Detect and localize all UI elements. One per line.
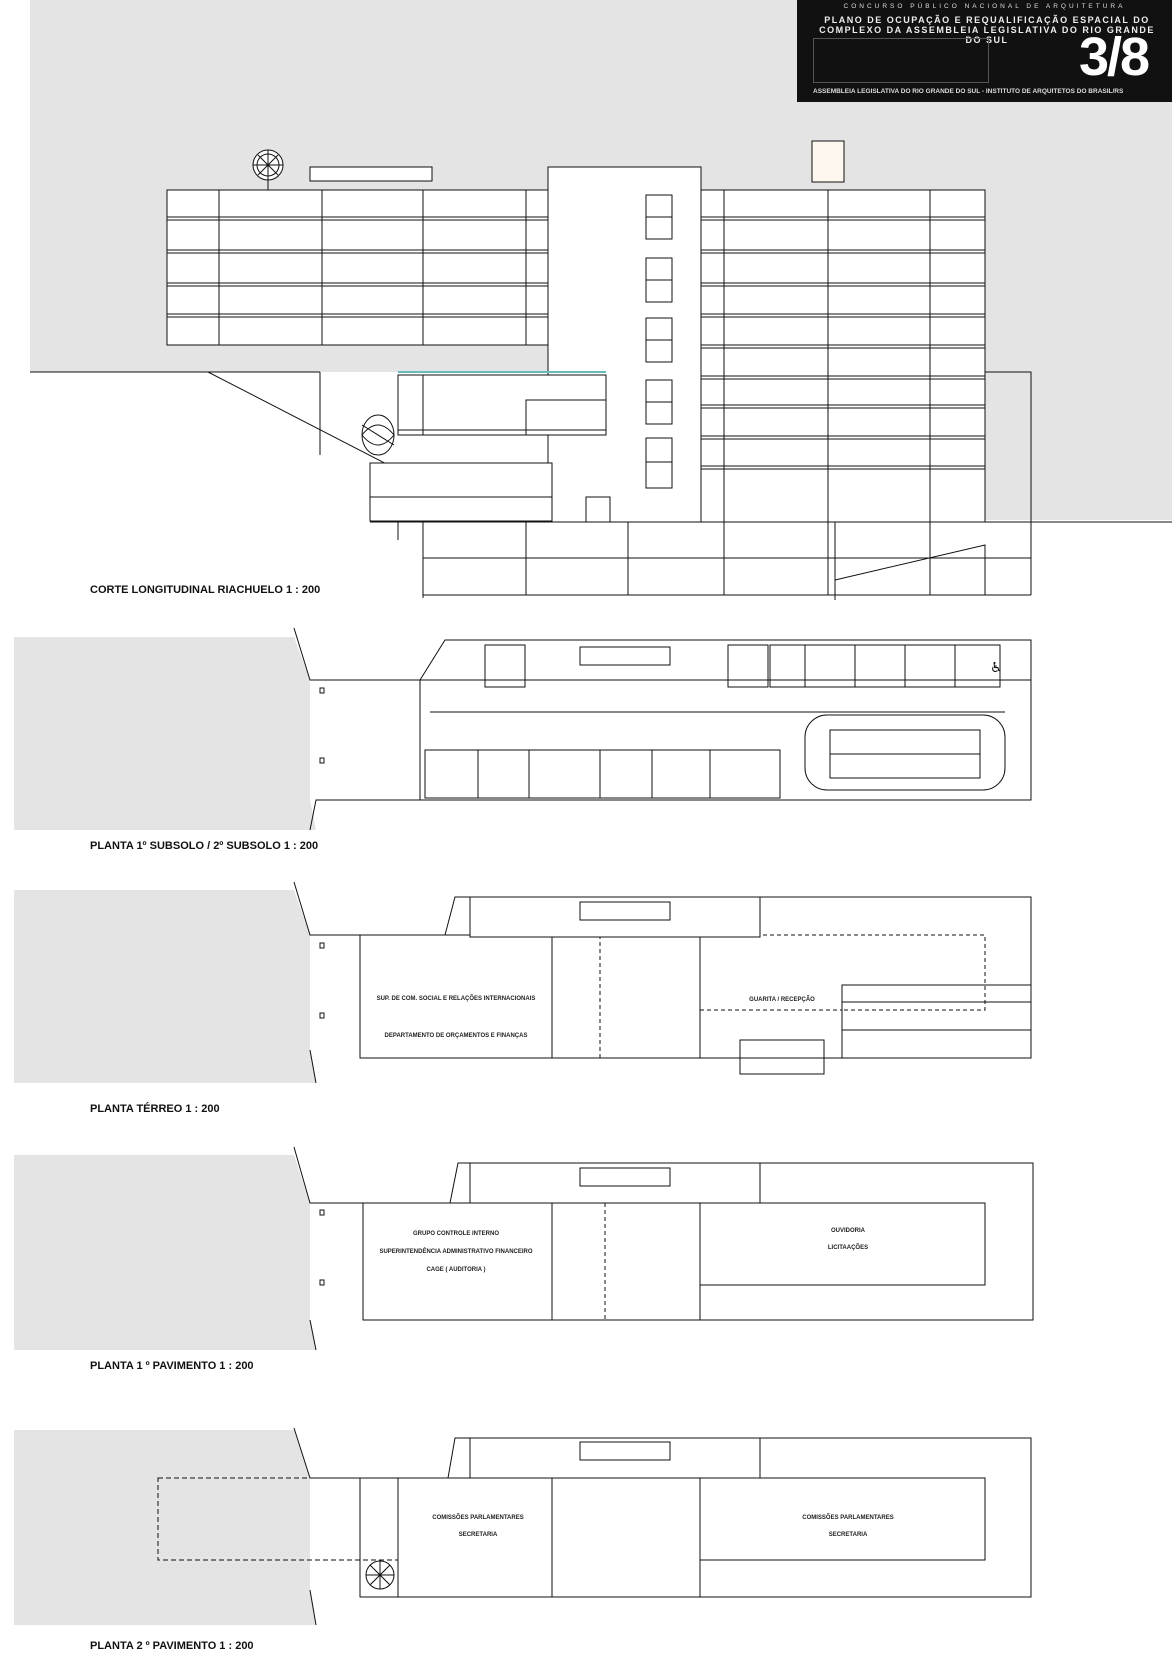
project-title-line-2: COMPLEXO DA ASSEMBLEIA LEGISLATIVA DO RIO GRANDE DO SUL — [819, 25, 1155, 45]
second-floor-plan — [14, 1428, 1031, 1625]
contest-name: CONCURSO PÚBLICO NACIONAL DE ARQUITETURA — [843, 3, 1126, 10]
basement-plan — [14, 628, 1031, 830]
room-label-ground-b: GUARITA / RECEPÇÃO — [749, 997, 815, 1003]
section-drawing — [30, 0, 1172, 600]
room-label-first-b2: LICITAAÇÕES — [827, 1245, 869, 1251]
accessible-parking-icon: ♿ — [990, 660, 1003, 676]
central-tower — [548, 167, 701, 522]
room-label-second-a1: COMISSÕES PARLAMENTARES — [432, 1515, 524, 1521]
room-label-first-a1: GRUPO CONTROLE INTERNO — [412, 1231, 500, 1237]
project-title-line-1: PLANO DE OCUPAÇÃO E REQUALIFICAÇÃO ESPACIAL DO — [824, 15, 1150, 25]
room-label-ground-a1: SUP. DE COM. SOCIAL E RELAÇÕES INTERNACIONAIS — [376, 996, 536, 1002]
spiral-stair-plan-icon — [366, 1561, 394, 1589]
left-block — [167, 190, 552, 345]
room-label-second-b2: SECRETARIA — [828, 1532, 868, 1538]
ground-plan — [14, 882, 1031, 1083]
second-floor-plan-label: PLANTA 2 º PAVIMENTO 1 : 200 — [90, 1640, 254, 1652]
organizers: ASSEMBLEIA LEGISLATIVA DO RIO GRANDE DO SUL - INSTITUTO DE ARQUITETOS DO BRASIL/RS — [813, 88, 1124, 95]
room-label-second-b1: COMISSÕES PARLAMENTARES — [802, 1515, 894, 1521]
sheet-number: 3/8 — [1079, 27, 1149, 87]
first-floor-plan-label: PLANTA 1 º PAVIMENTO 1 : 200 — [90, 1360, 254, 1372]
room-label-first-b1: OUVIDORIA — [830, 1228, 866, 1234]
basement-plan-label: PLANTA 1º SUBSOLO / 2º SUBSOLO 1 : 200 — [90, 840, 319, 852]
section-label: CORTE LONGITUDINAL RIACHUELO 1 : 200 — [90, 584, 321, 596]
right-block — [701, 190, 985, 522]
spiral-stair-icon — [362, 415, 394, 455]
room-label-ground-a2: DEPARTAMENTO DE ORÇAMENTOS E FINANÇAS — [384, 1033, 528, 1039]
ground-plan-label: PLANTA TÉRREO 1 : 200 — [90, 1103, 220, 1115]
room-label-first-a3: CAGE ( AUDITORIA ) — [426, 1267, 486, 1273]
room-label-second-a2: SECRETARIA — [458, 1532, 498, 1538]
room-label-first-a2: SUPERINTENDÊNCIA ADMINISTRATIVO FINANCEIRO — [379, 1249, 533, 1255]
